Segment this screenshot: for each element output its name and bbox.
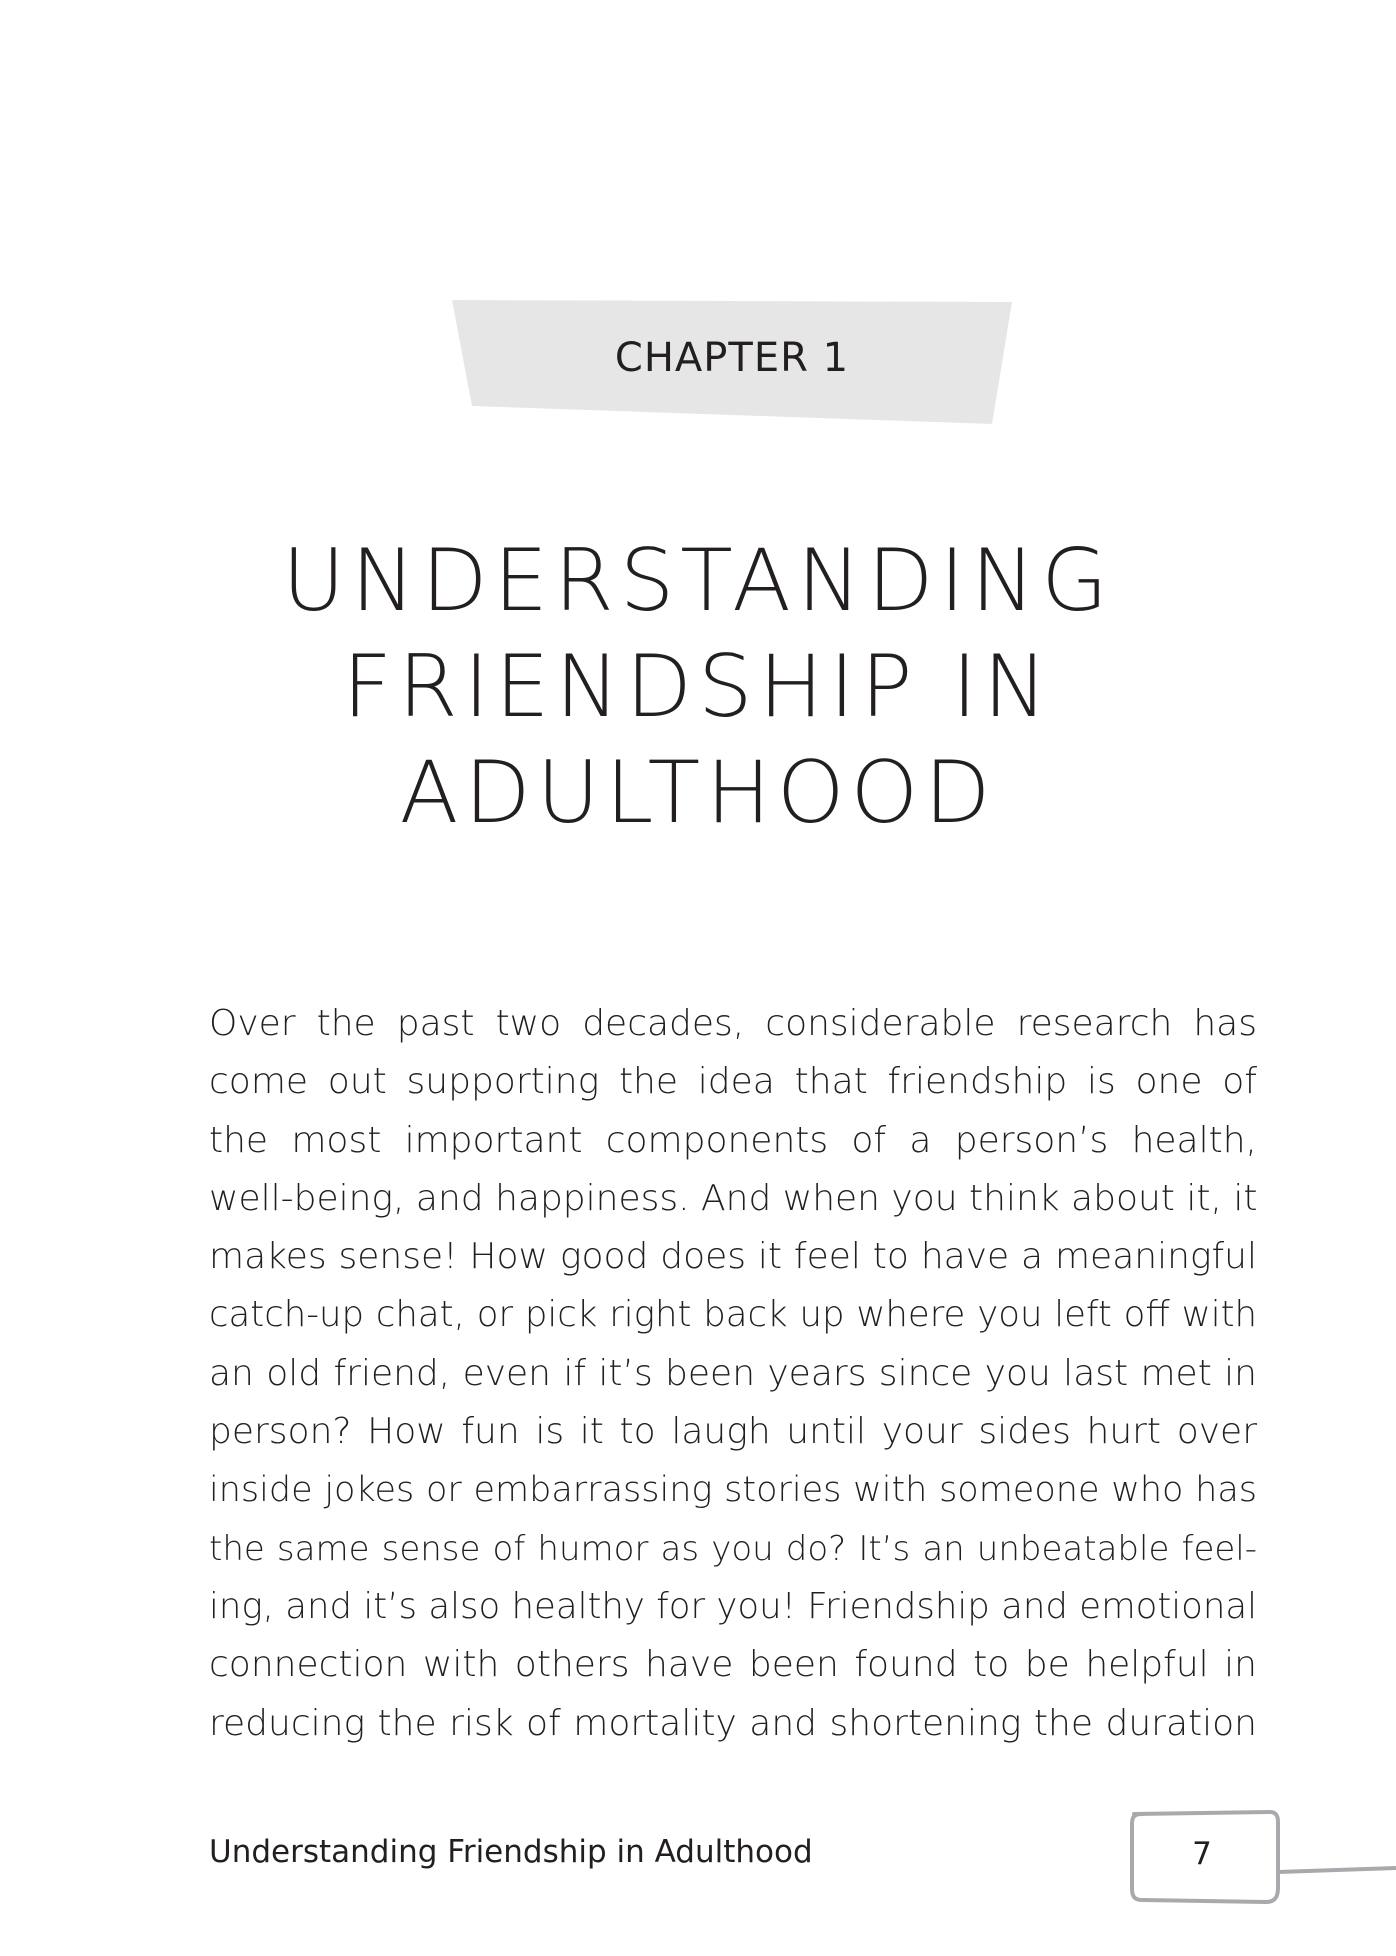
paragraph-line: Over the past two decades, considerable research has	[209, 1003, 1257, 1044]
paragraph-line: inside jokes or embarrassing stories with someone who has	[209, 1470, 1257, 1511]
chapter-title-line: ADULTHOOD	[399, 743, 997, 843]
paragraph-line: person? How fun is it to laugh until your sides hurt over	[209, 1411, 1257, 1453]
paragraph-line: the most important components of a person’s health,	[209, 1119, 1257, 1161]
paragraph-line: come out supporting the idea that friendship is one of	[209, 1061, 1257, 1103]
paragraph-line: catch-up chat, or pick right back up where you left off with	[209, 1294, 1257, 1336]
paragraph-line: well-being, and happiness. And when you think about it, it	[209, 1177, 1258, 1219]
running-footer-title: Understanding Friendship in Adulthood	[209, 1834, 813, 1870]
chapter-title	[150, 528, 1246, 846]
paragraph-line: the same sense of humor as you do? It’s an unbeatable feel-	[209, 1528, 1257, 1569]
body-paragraph	[209, 995, 1257, 1753]
paragraph-line: ing, and it’s also healthy for you! Friendship and emotional	[209, 1585, 1257, 1627]
paragraph-line: reducing the risk of mortality and shortening the duration	[209, 1702, 1257, 1744]
page-number: 7	[1192, 1836, 1212, 1872]
chapter-title-line: FRIENDSHIP IN	[342, 637, 1054, 737]
paragraph-line: makes sense! How good does it feel to have a meaningful	[209, 1236, 1257, 1278]
chapter-title-line: UNDERSTANDING	[282, 531, 1114, 631]
chapter-banner	[452, 300, 1012, 424]
paragraph-line: an old friend, even if it’s been years since you last met in	[209, 1352, 1257, 1394]
chapter-label: CHAPTER 1	[614, 335, 850, 381]
paragraph-line: connection with others have been found to be helpful in	[209, 1644, 1257, 1686]
